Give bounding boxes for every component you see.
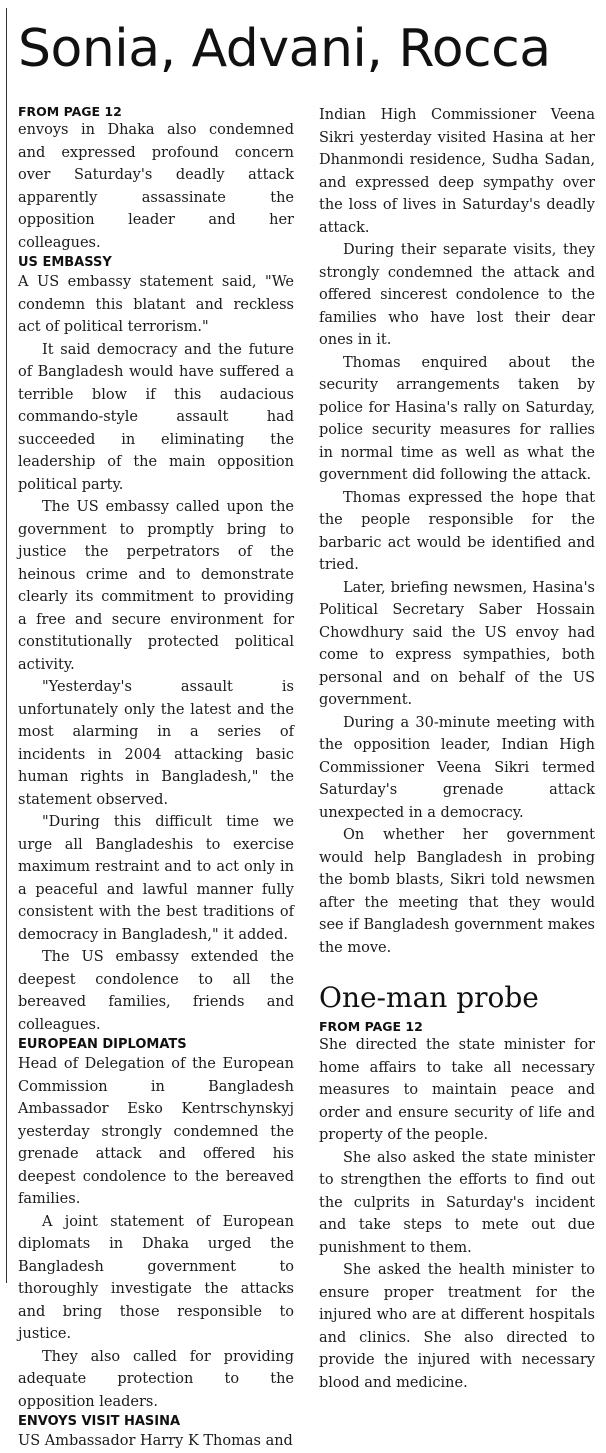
second-story-headline: One-man probe <box>319 981 539 1014</box>
paragraph: A joint statement of European diplomats in Dhaka urged the Bangladesh government to thoroughly investigate the attacks and bring those responsible to justice. <box>18 1213 294 1342</box>
paragraph: Indian High Commissioner Veena Sikri yesterday visited Hasina at her Dhanmondi residence, Sudha Sadan, and expressed deep sympathy over the loss of lives in Saturday's deadly attack. <box>319 107 595 236</box>
headline: Sonia, Advani, Rocca <box>18 19 551 79</box>
paragraph: The US embassy extended the deepest condolence to all the bereaved families, friends and colleagues. <box>18 949 294 1033</box>
section-heading-european-diplomats: EUROPEAN DIPLOMATS <box>18 1037 187 1052</box>
paragraph: The US embassy called upon the government to promptly bring to justice the perpetrators of the heinous crime and to demonstrate clearly its commitment to providing a free and secure environment for constitutionally protected political activity. <box>18 499 294 673</box>
paragraph: "Yesterday's assault is unfortunately only the latest and the most alarming in a series of incidents in 2004 attacking basic human rights in Bangladesh," the statement observed. <box>18 679 294 808</box>
paragraph: She directed the state minister for home affairs to take all necessary measures to maintain peace and order and ensure security of life and property of the people. <box>319 1037 595 1143</box>
right-column <box>319 104 595 1394</box>
paragraph: "During this difficult time we urge all Bangladeshis to exercise maximum restraint and to act only in a peaceful and lawful manner fully consistent with the best traditions of democracy in Bangladesh," it added. <box>18 814 294 943</box>
paragraph: During their separate visits, they strongly condemned the attack and offered sincerest condolence to the families who have lost their dear ones in it. <box>319 242 595 348</box>
paragraph: Thomas enquired about the security arrangements taken by police for Hasina's rally on Saturday, police security measures for rallies in normal time as well as what the government did following the attack. <box>319 354 595 483</box>
paragraph: Head of Delegation of the European Commission in Bangladesh Ambassador Esko Kentrschynskyj yesterday strongly condemned the grenade attack and offered his deepest condolence to the bereaved families. <box>18 1056 294 1207</box>
paragraph: A US embassy statement said, "We condemn this blatant and reckless act of political terrorism." <box>18 274 294 335</box>
paragraph: They also called for providing adequate protection to the opposition leaders. <box>18 1348 294 1410</box>
paragraph: It said democracy and the future of Bangladesh would have suffered a terrible blow if this audacious commando-style assault had succeeded in eliminating the leadership of the main opposition political party. <box>18 341 294 493</box>
paragraph: Later, briefing newsmen, Hasina's Political Secretary Saber Hossain Chowdhury said the US envoy had come to express sympathies, both personal and on behalf of the US government. <box>319 579 595 708</box>
paragraph: During a 30-minute meeting with the opposition leader, Indian High Commissioner Veena Sikri termed Saturday's grenade attack unexpected in a democracy. <box>319 714 595 821</box>
column-rule <box>6 8 7 1283</box>
kicker-from-page: FROM PAGE 12 <box>18 104 122 119</box>
paragraph: Thomas expressed the hope that the people responsible for the barbaric act would be identified and tried. <box>319 489 595 573</box>
paragraph: US Ambassador Harry K Thomas and <box>18 1433 293 1449</box>
second-story-kicker: FROM PAGE 12 <box>319 1019 423 1034</box>
intro-paragraph: envoys in Dhaka also condemned and expressed profound concern over Saturday's deadly attack apparently assassinate the opposition leader and her colleagues. <box>18 122 294 251</box>
section-heading-envoys-visit-hasina: ENVOYS VISIT HASINA <box>18 1414 181 1429</box>
paragraph: She also asked the state minister to strengthen the efforts to find out the culprits in Saturday's incident and take steps to mete out due punishment to them. <box>319 1149 595 1256</box>
paragraph: On whether her government would help Bangladesh in probing the bomb blasts, Sikri told newsmen after the meeting that they would see if Bangladesh government makes the move. <box>319 827 595 956</box>
paragraph: She asked the health minister to ensure proper treatment for the injured who are at different hospitals and clinics. She also directed to provide the injured with necessary blood and medicine. <box>319 1262 595 1391</box>
section-heading-us-embassy: US EMBASSY <box>18 255 112 270</box>
left-column <box>18 104 294 1453</box>
